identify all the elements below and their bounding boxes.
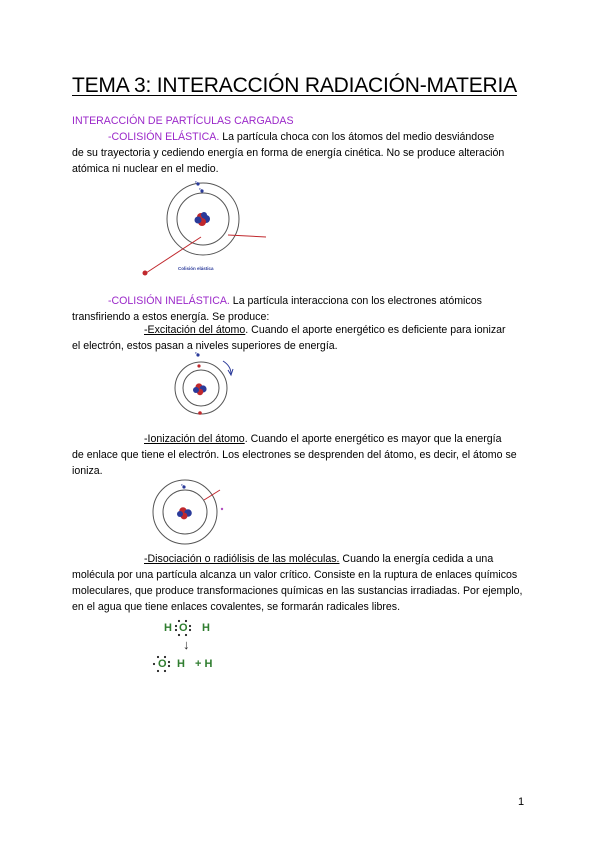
reaction-arrow: ↓: [183, 637, 190, 652]
incident-particle: [143, 271, 148, 276]
electron-label: e-: [195, 180, 198, 184]
excitation-text-first: . Cuando el aporte energético es deficiente para ionizar: [245, 324, 506, 336]
nucleus: [195, 212, 211, 226]
electron: [197, 364, 200, 367]
nucleus: [193, 383, 207, 395]
dissociation-text-rest: molécula por una partícula alcanza un valor crítico. Consiste en la ruptura de enlaces químicos moleculares, que produce transformaciones químicas en las sustancias irradiadas. Por ejemplo, en el agua que tiene enlaces covalentes, se formarán radicales libres.: [72, 569, 523, 613]
ionization-text-first: . Cuando el aporte energético es mayor que la energía: [244, 433, 502, 445]
ionization-paragraph: [72, 431, 528, 479]
elastic-text-first: La partícula choca con los átomos del medio desviándose: [219, 131, 495, 143]
dissociation-paragraph: [72, 551, 528, 615]
hydrogen-left: H: [164, 622, 172, 634]
elastic-paragraph: [72, 129, 528, 177]
electron-label: e-: [181, 483, 184, 487]
page-number: 1: [518, 796, 525, 808]
elastic-heading: -COLISIÓN ELÁSTICA.: [108, 131, 220, 143]
free-hydrogen: + H: [195, 658, 213, 670]
excitation-text-rest: el electrón, estos pasan a niveles superiores de energía.: [72, 340, 338, 352]
electron: [198, 411, 202, 415]
elastic-collision-figure: [138, 176, 270, 276]
ejected-electron-path: [204, 490, 220, 500]
elastic-text-rest: de su trayectoria y cediendo energía en forma de energía cinética. No se produce alteración atómica ni nuclear en el medio.: [72, 147, 505, 175]
section-heading: INTERACCIÓN DE PARTÍCULAS CARGADAS: [72, 115, 294, 127]
dissociation-text-first: Cuando la energía cedida a una: [339, 553, 494, 565]
excitation-term: -Excitación del átomo: [144, 324, 246, 336]
inelastic-text-rest: transfiriendo a estos energía. Se produce:: [72, 311, 270, 323]
excitation-figure: [165, 352, 240, 420]
water-radiolysis-figure: [150, 618, 270, 680]
ionization-term: -Ionización del átomo: [144, 433, 245, 445]
hydroxyl-hydrogen: H: [177, 658, 185, 670]
electron-label: e-: [195, 352, 198, 355]
oxygen: O: [179, 622, 188, 634]
inelastic-text-first: La partícula interacciona con los electrones atómicos: [229, 295, 482, 307]
hydrogen-right: H: [202, 622, 210, 634]
page-title: TEMA 3: INTERACCIÓN RADIACIÓN-MATERIA: [72, 74, 517, 97]
inelastic-heading: -COLISIÓN INELÁSTICA.: [108, 295, 230, 307]
figure-caption: Colisión elástica: [178, 266, 214, 271]
ionization-text-rest: de enlace que tiene el electrón. Los electrones se desprenden del átomo, es decir, el átomo se ioniza.: [72, 449, 517, 477]
nucleus: [177, 507, 192, 519]
dissociation-term: -Disociación o radiólisis de las moléculas.: [144, 553, 340, 565]
excitation-paragraph: [72, 322, 528, 354]
hydroxyl-oxygen: O: [158, 658, 167, 670]
deflected-particle-path: [228, 235, 266, 237]
ionization-figure: [148, 476, 230, 548]
ejected-electron: [221, 508, 223, 510]
electron-label: e-: [199, 187, 202, 191]
inelastic-paragraph: [72, 293, 528, 325]
